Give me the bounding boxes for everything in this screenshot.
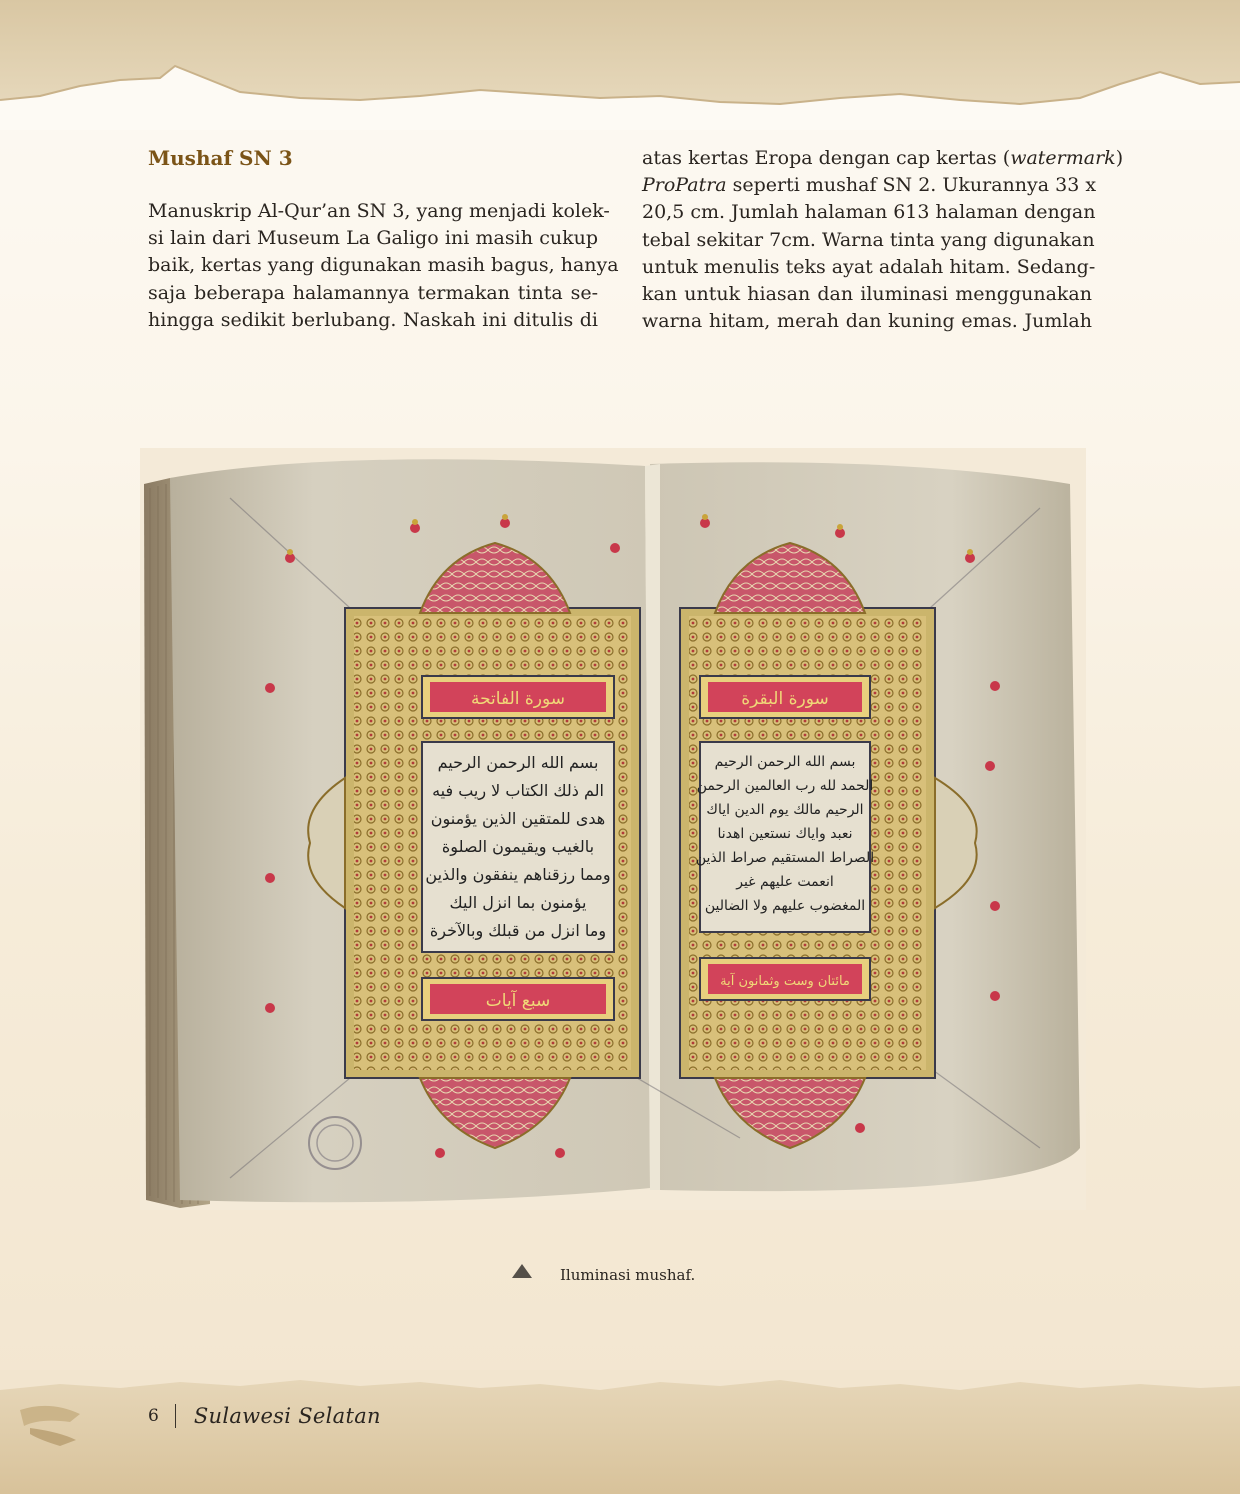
paragraph-line: si lain dari Museum La Galigo ini masih cukup bbox=[148, 227, 598, 250]
paragraph-line: Manuskrip Al-Qur’an SN 3, yang menjadi kolek- bbox=[148, 200, 610, 222]
right-verse-line: انعمت عليهم غير bbox=[736, 874, 834, 890]
paragraph-line: kan untuk hiasan dan iluminasi menggunakan bbox=[642, 283, 1092, 306]
left-verse-line: هدى للمتقين الذين يؤمنون bbox=[430, 809, 606, 828]
paragraph-line: ProPatra seperti mushaf SN 2. Ukurannya 33 x bbox=[642, 174, 1097, 197]
paragraph-line: hingga sedikit berlubang. Naskah ini ditulis di bbox=[148, 308, 598, 331]
right-verse-line: نعبد واياك نستعين اهدنا bbox=[717, 826, 853, 842]
section-heading: Mushaf SN 3 bbox=[148, 146, 293, 170]
running-title: Sulawesi Selatan bbox=[193, 1404, 381, 1428]
left-verse-line: يؤمنون بما انزل اليك bbox=[449, 893, 587, 912]
right-verse-line: الصراط المستقيم صراط الذين bbox=[695, 850, 875, 866]
paragraph-line: 20,5 cm. Jumlah halaman 613 halaman dengan bbox=[642, 201, 1096, 224]
torn-paper-bottom-edge bbox=[0, 1370, 1240, 1494]
right-verse-line: بسم الله الرحمن الرحيم bbox=[714, 754, 856, 770]
right-verse-line: الرحيم مالك يوم الدين اياك bbox=[706, 802, 864, 818]
paragraph-line: atas kertas Eropa dengan cap kertas (watermark) bbox=[642, 147, 1124, 169]
left-text-column bbox=[148, 198, 619, 334]
footer-divider bbox=[175, 1404, 176, 1428]
right-illumination bbox=[680, 543, 977, 1148]
paragraph-line: saja beberapa halamannya termakan tinta se- bbox=[148, 281, 598, 304]
left-verse-line: ومما رزقناهم ينفقون والذين bbox=[425, 865, 611, 884]
paragraph-line: warna hitam, merah dan kuning emas. Jumlah bbox=[642, 310, 1092, 333]
paragraph-line: untuk menulis teks ayat adalah hitam. Sedang- bbox=[642, 255, 1096, 278]
left-verse-line: الم ذلك الكتاب لا ريب فيه bbox=[432, 781, 604, 800]
paragraph-line: tebal sekitar 7cm. Warna tinta yang digunakan bbox=[642, 228, 1095, 251]
caption-text: Iluminasi mushaf. bbox=[560, 1266, 696, 1284]
left-page-footer: سبع آيات bbox=[485, 991, 551, 1011]
right-text-column bbox=[642, 145, 1124, 335]
torn-paper-top-edge bbox=[0, 0, 1240, 130]
left-illumination bbox=[308, 543, 640, 1148]
right-verse-line: المغضوب عليهم ولا الضالين bbox=[704, 898, 866, 914]
left-verse-line: بالغيب ويقيمون الصلوة bbox=[441, 837, 595, 856]
left-page-header: سورة الفاتحة bbox=[470, 689, 566, 709]
right-page-footer: مائتان وست وثمانون آية bbox=[720, 974, 850, 989]
right-verse-line: الحمد لله رب العالمين الرحمن bbox=[696, 778, 874, 794]
left-verse-line: وما انزل من قبلك وبالآخرة bbox=[429, 921, 607, 940]
paragraph-line: baik, kertas yang digunakan masih bagus, hanya bbox=[148, 254, 619, 277]
manuscript-photo bbox=[140, 448, 1086, 1210]
page-footer bbox=[148, 1404, 381, 1428]
page-number: 6 bbox=[148, 1406, 159, 1426]
figure-caption bbox=[512, 1266, 695, 1284]
right-page-header: سورة البقرة bbox=[741, 689, 829, 709]
triangle-pointer-icon bbox=[512, 1264, 532, 1278]
left-verse-line: بسم الله الرحمن الرحيم bbox=[437, 753, 599, 772]
